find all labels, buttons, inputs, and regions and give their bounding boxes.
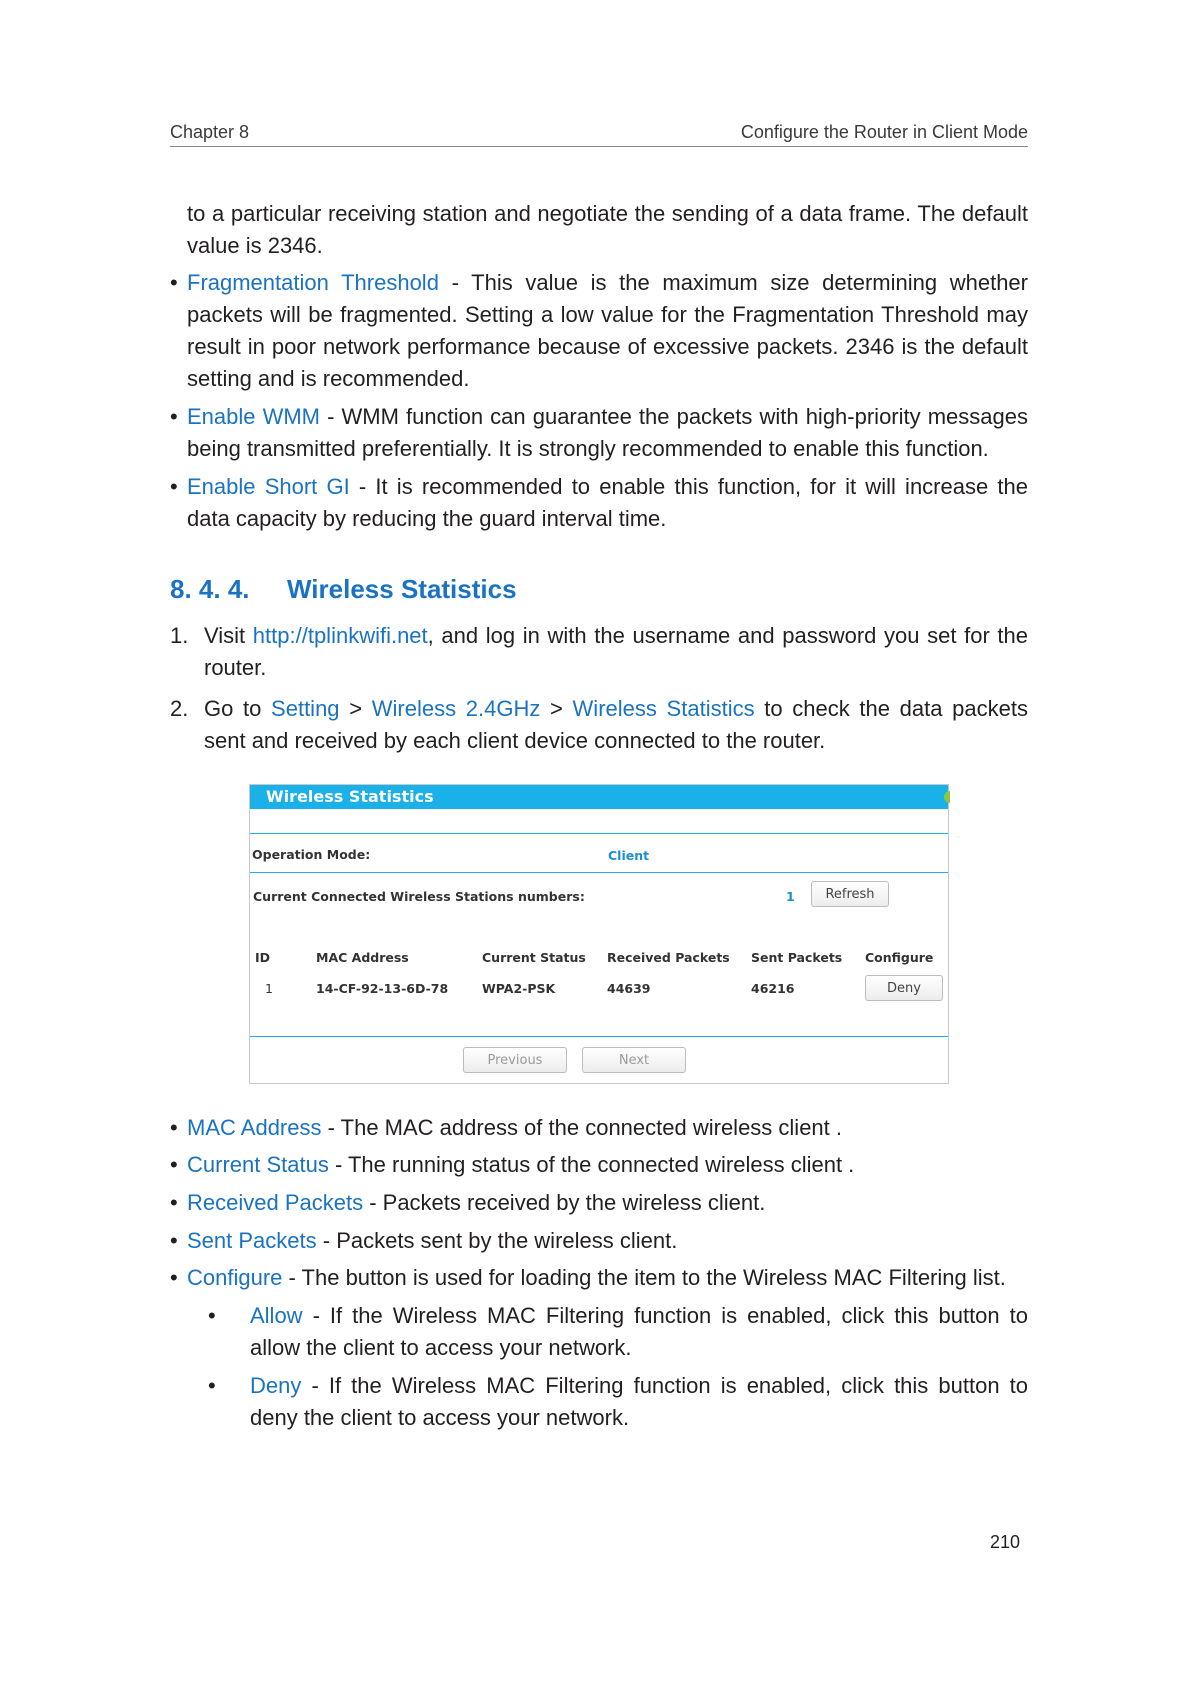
desc: - This value is the maximum size determining whether packets will be fragmented. Setting a low value for the Fragmentation Threshold may result in poor network performance because of excessive packets. 2346 is the default setting and is recommended. [187, 270, 1028, 391]
wireless-link: Wireless 2.4GHz [371, 696, 541, 721]
divider [250, 833, 948, 834]
wireless-statistics-panel [249, 784, 949, 1084]
col-mac: MAC Address [316, 950, 409, 965]
chapter-title: Configure the Router in Client Mode [740, 122, 1028, 142]
tplinkwifi-link[interactable]: http://tplinkwifi.net [252, 623, 428, 648]
row-sent: 46216 [751, 981, 795, 996]
divider [250, 1036, 948, 1037]
bullet-dot: • [170, 1152, 178, 1177]
page-header [170, 120, 1028, 147]
step-2 [170, 693, 1028, 757]
next-button[interactable]: Next [582, 1047, 686, 1073]
row-received: 44639 [607, 981, 651, 996]
previous-button[interactable]: Previous [463, 1047, 567, 1073]
term: Deny [250, 1373, 302, 1398]
desc: - The MAC address of the connected wireless client . [321, 1115, 843, 1140]
desc: - Packets received by the wireless client. [363, 1190, 766, 1215]
bullet-dot: • [170, 1190, 178, 1215]
bullet-dot: • [170, 270, 178, 295]
term: Allow [250, 1303, 303, 1328]
row-mac: 14-CF-92-13-6D-78 [316, 981, 449, 996]
row-status: WPA2-PSK [482, 981, 556, 996]
separator: > [540, 696, 573, 721]
bullet-mac-address [170, 1112, 1028, 1144]
term: Sent Packets [187, 1228, 317, 1253]
col-id: ID [255, 950, 271, 965]
bullet-dot: • [208, 1303, 216, 1328]
bullet-dot: • [170, 474, 178, 499]
bullet-dot: • [208, 1373, 216, 1398]
bullet-dot: • [170, 1228, 178, 1253]
term: Received Packets [187, 1190, 364, 1215]
step-number: 1. [170, 623, 189, 648]
col-received: Received Packets [607, 950, 730, 965]
desc: - If the Wireless MAC Filtering function is enabled, click this button to allow the client to access your network. [250, 1303, 1028, 1360]
wireless-statistics-link: Wireless Statistics [572, 696, 755, 721]
bullet-dot: • [170, 1115, 178, 1140]
operation-mode-label: Operation Mode: [252, 847, 371, 862]
setting-link: Setting [271, 696, 340, 721]
desc: - The button is used for loading the item to the Wireless MAC Filtering list. [282, 1265, 1006, 1290]
desc: - Packets sent by the wireless client. [316, 1228, 678, 1253]
term: Enable Short GI [187, 474, 350, 499]
term: Fragmentation Threshold [187, 270, 439, 295]
row-id: 1 [265, 981, 273, 996]
bullet-configure [170, 1262, 1028, 1294]
separator: > [339, 696, 372, 721]
term: MAC Address [187, 1115, 322, 1140]
text: Visit [204, 623, 253, 648]
stations-value: 1 [786, 889, 795, 904]
col-status: Current Status [482, 950, 586, 965]
stations-label: Current Connected Wireless Stations numbers: [253, 889, 585, 904]
bullet-wmm [170, 401, 1028, 465]
col-sent: Sent Packets [751, 950, 843, 965]
text: , and log in with the username and password you set for the router. [204, 623, 1028, 680]
sub-bullet-deny [208, 1370, 1028, 1434]
desc: - WMM function can guarantee the packets with high-priority messages being transmitted preferentially. It is strongly recommended to enable this function. [187, 404, 1028, 461]
bullet-sent-packets [170, 1225, 1028, 1257]
page-number: 210 [990, 1532, 1021, 1552]
step-1 [170, 620, 1028, 684]
section-number: 8. 4. 4. [170, 574, 250, 604]
bullet-dot: • [170, 404, 178, 429]
refresh-button[interactable]: Refresh [811, 881, 889, 907]
term: Configure [187, 1265, 283, 1290]
term: Enable WMM [187, 404, 321, 429]
divider [250, 872, 948, 873]
bullet-dot: • [170, 1265, 178, 1290]
desc: - The running status of the connected wireless client . [328, 1152, 855, 1177]
col-configure: Configure [865, 950, 934, 965]
intro-paragraph: to a particular receiving station and negotiate the sending of a data frame. The default value is 2346. [187, 201, 1028, 258]
section-title: Wireless Statistics [287, 574, 517, 604]
operation-mode-value: Client [608, 848, 650, 863]
desc: - It is recommended to enable this function, for it will increase the data capacity by reducing the guard interval time. [187, 474, 1028, 531]
step-number: 2. [170, 696, 189, 721]
bullet-short-gi [170, 471, 1028, 535]
text: to check the data packets sent and received by each client device connected to the router. [204, 696, 1028, 753]
term: Current Status [187, 1152, 329, 1177]
deny-button[interactable]: Deny [865, 975, 943, 1001]
bullet-current-status [170, 1149, 1028, 1181]
sub-bullet-allow [208, 1300, 1028, 1364]
text: Go to [204, 696, 272, 721]
bullet-fragmentation [170, 267, 1028, 395]
panel-title: Wireless Statistics [250, 785, 948, 809]
bullet-received-packets [170, 1187, 1028, 1219]
desc: - If the Wireless MAC Filtering function is enabled, click this button to deny the client to access your network. [250, 1373, 1028, 1430]
panel-bar-tip [944, 791, 950, 803]
chapter-label: Chapter 8 [170, 122, 250, 142]
